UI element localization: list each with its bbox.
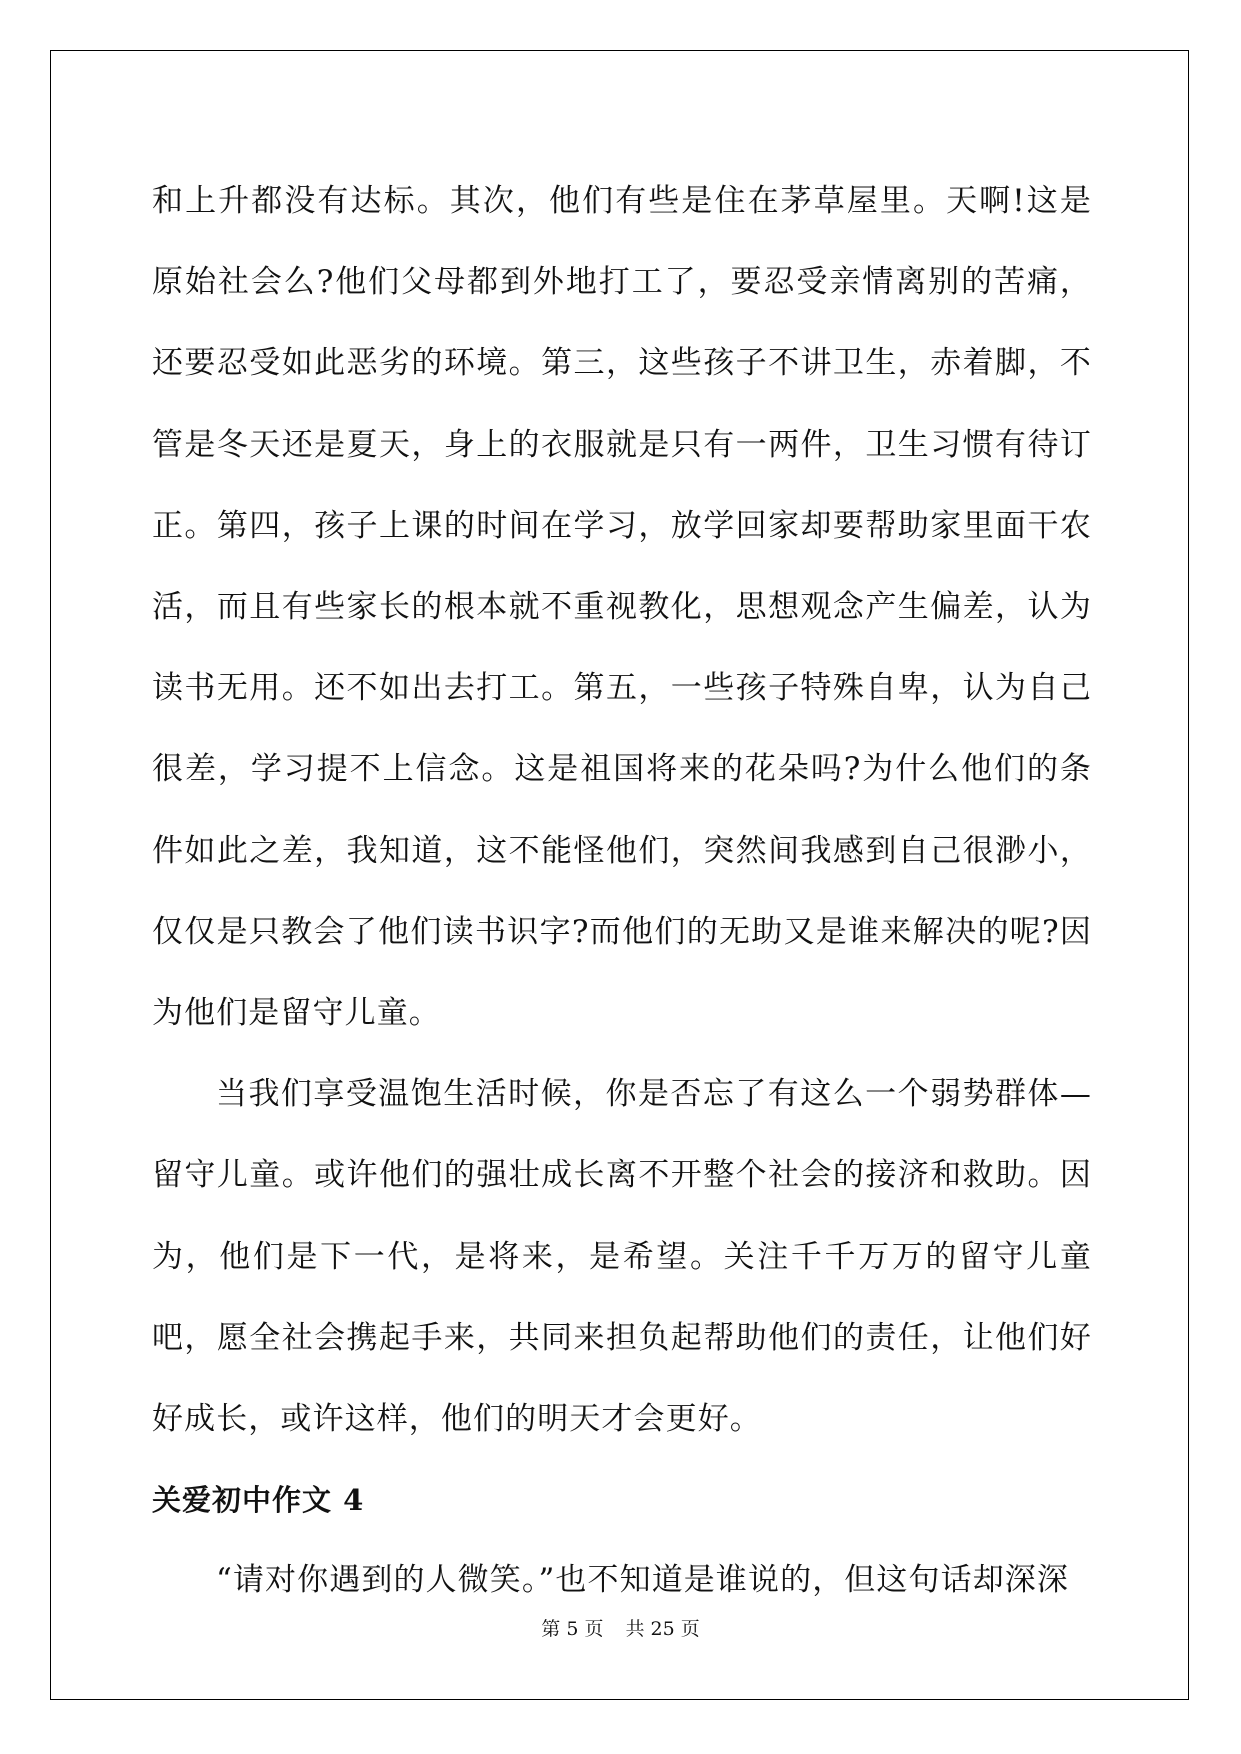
section-heading: 关爱初中作文 4 [152,1483,365,1518]
paragraph-continued: 和上升都没有达标。其次，他们有些是住在茅草屋里。天啊!这是原始社会么?他们父母都到外地打工了，要忍受亲情离别的苦痛，还要忍受如此恶劣的环境。第三，这些孩子不讲卫生，赤着脚，不管是冬天还是夏天，身上的衣服就是只有一两件，卫生习惯有待订正。第四，孩子上课的时间在学习，放学回家却要帮助家里面干农活，而且有些家长的根本就不重视教化，思想观念产生偏差，认为读书无用。还不如出去打工。第五，一些孩子特殊自卑，认为自己很差，学习提不上信念。这是祖国将来的花朵吗?为什么他们的条件如此之差，我知道，这不能怪他们，突然间我感到自己很渺小，仅仅是只教会了他们读书识字?而他们的无助又是谁来解决的呢?因为他们是留守儿童。 [152,183,1092,1032]
document-body [152,161,1092,1621]
page-number: 第 5 页 [541,1618,604,1640]
paragraph-start: “请对你遇到的人微笑。”也不知道是谁说的，但这句话却深深 [216,1562,1069,1599]
page-total: 共 25 页 [625,1618,700,1640]
page-footer [0,1614,1241,1641]
paragraph: 当我们享受温饱生活时候，你是否忘了有这么一个弱势群体—留守儿童。或许他们的强壮成长离不开整个社会的接济和救助。因为，他们是下一代，是将来，是希望。关注千千万万的留守儿童吧，愿全社会携起手来，共同来担负起帮助他们的责任，让他们好好成长，或许这样，他们的明天才会更好。 [152,1076,1092,1438]
